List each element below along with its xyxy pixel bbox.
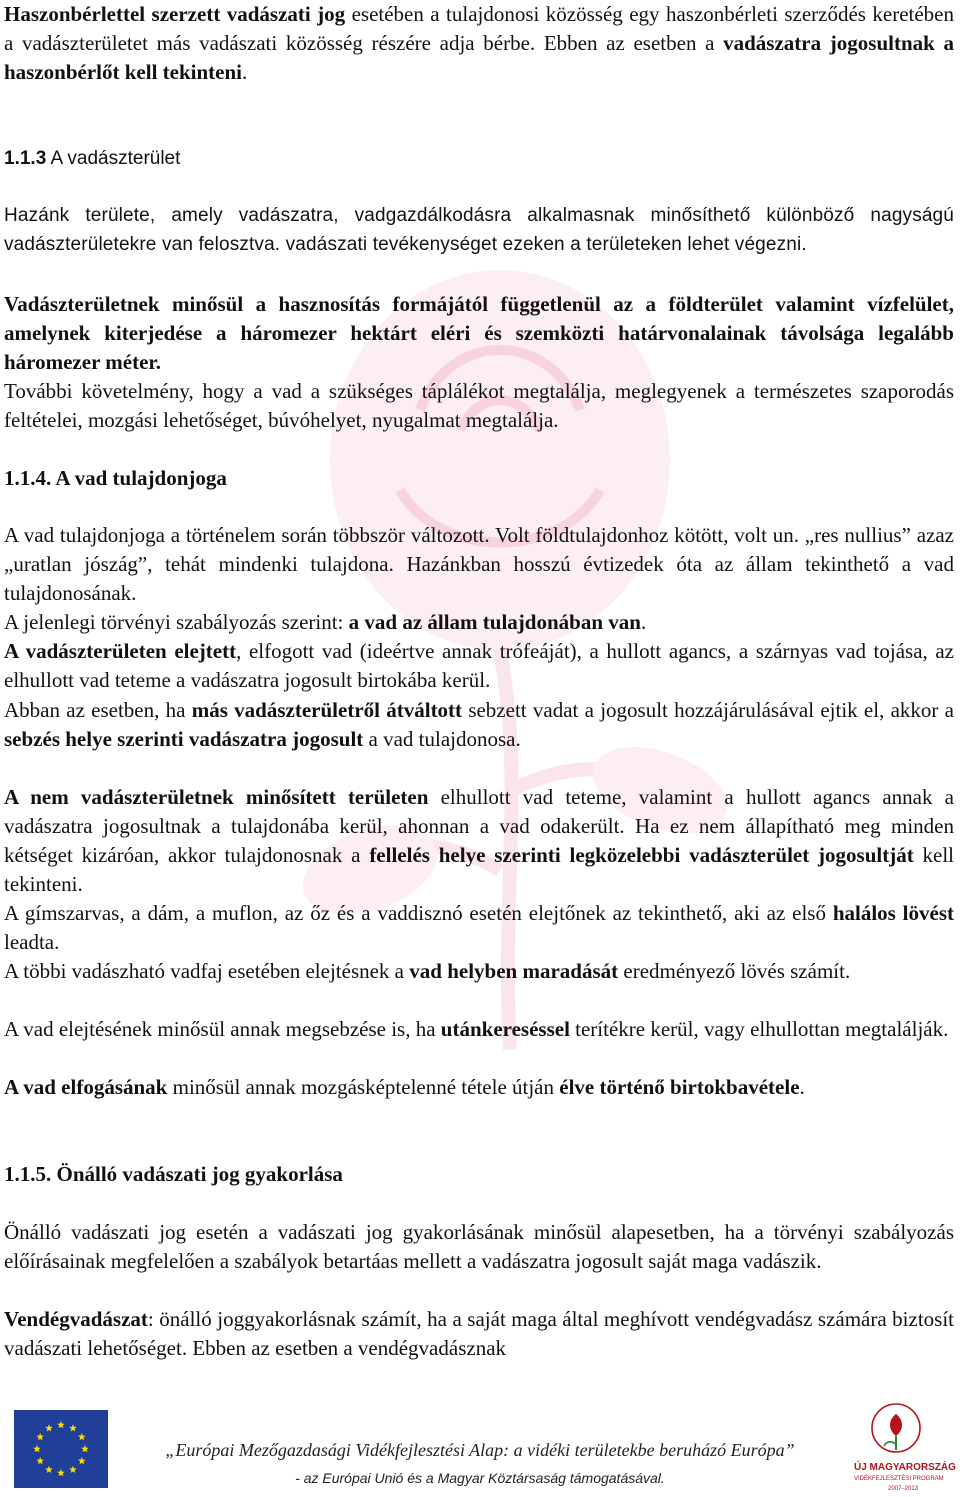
p5-c: fellelés helye szerinti legközelebbi vadászterület jogosultját bbox=[369, 843, 914, 867]
tobbi-vadfaj-paragraph bbox=[4, 957, 954, 986]
p2-end: . bbox=[640, 610, 647, 634]
heading-title: A vadászterület bbox=[46, 148, 181, 169]
intro-tail-text: . bbox=[242, 60, 248, 84]
vad-tulajdonjoga-history: A vad tulajdonjoga a történelem során többször változott. Volt földtulajdonhoz kötött, volt un. „res nullius” azaz „uratlan jószág”, tehát mindenki tulajdona. Hazánkban hosszú évtizedek óta az állam tekinthető a vad tulajdonosának. bbox=[4, 523, 954, 605]
p3-text: , elfogott vad (ideértve annak trófeáját), a hullott agancs, a szárnyas vad tojása, az elhullott vad teteme a vadászatra jogosult birtokába kerül. bbox=[4, 639, 955, 692]
jelenlegi-szabalyozas bbox=[4, 608, 954, 637]
elejto-paragraph bbox=[4, 899, 954, 957]
eu-flag-logo bbox=[14, 1410, 108, 1488]
elfogas-paragraph bbox=[4, 1073, 954, 1102]
p5-d: kell tekinteni. bbox=[4, 843, 954, 896]
p4-e: a vad tulajdonosa. bbox=[363, 727, 521, 751]
p3-bold: A vadászterületen elejtett bbox=[4, 639, 237, 663]
p7-c: eredményező lövés számít. bbox=[618, 959, 851, 983]
p4-b: más vadászterületről átváltott bbox=[191, 698, 463, 722]
vendegvadaszat-text: : önálló joggyakorlásnak számít, ha a saját maga által meghívott vendégvadász számára biztosít vadászati lehetőséget. Ebben az esetben a vendégvadásznak bbox=[4, 1307, 954, 1360]
intro-paragraph bbox=[4, 0, 954, 87]
p8-c: terítékre kerül, vagy elhullottan megtalálják. bbox=[569, 1017, 949, 1041]
uj-magyarorszag-logo bbox=[848, 1400, 958, 1497]
heading-number: 1.1.3 bbox=[4, 148, 47, 169]
page-footer bbox=[0, 1400, 960, 1497]
vadaszterulet-definition: Vadászterületnek minősül a hasznosítás formájától függetlenül az a földterület valamint vízfelület, amelynek kiterjedése a háromezer hektárt eléri és szemközti határvonalainak távolsága legalább háromezer méter. bbox=[4, 292, 954, 374]
p9-b: minősül annak mozgásképtelenné tétele útján bbox=[167, 1075, 560, 1099]
p8-a: A vad elejtésének minősül annak megsebzése is, ha bbox=[4, 1017, 441, 1041]
footer-support-text: - az Európai Unió és a Magyar Köztársaság támogatásával. bbox=[295, 1470, 665, 1486]
p2-text: A jelenlegi törvényi szabályozás szerint: bbox=[4, 610, 349, 634]
onallo-vadaszati-jog-paragraph: Önálló vadászati jog esetén a vadászati jog gyakorlásának minősül alapesetben, ha a törvényi szabályozás előírásainak megfelelően a szabályok betartáas mellett a vadászatra jogosult saját maga vadászik. bbox=[4, 1220, 954, 1273]
megsebzes-paragraph bbox=[4, 1015, 954, 1044]
p7-b: vad helyben maradását bbox=[409, 959, 619, 983]
nem-vadaszterulet-paragraph bbox=[4, 783, 954, 899]
logo-subtitle: VIDÉKFEJLESZTÉSI PROGRAM bbox=[854, 1476, 944, 1482]
intro-lead-bold: Haszonbérlettel szerzett vadászati jog bbox=[4, 2, 346, 26]
p9-a: A vad elfogásának bbox=[4, 1075, 168, 1099]
intro-tail-bold: vadászatra jogosultnak a haszonbérlőt kell tekinteni bbox=[4, 31, 954, 84]
section-heading-114: 1.1.4. A vad tulajdonjoga bbox=[4, 466, 227, 490]
p4-d: sebzés helye szerinti vadászatra jogosult bbox=[4, 727, 364, 751]
p2-bold: a vad az állam tulajdonában van bbox=[348, 610, 641, 634]
p9-d: . bbox=[799, 1075, 805, 1099]
p5-a: A nem vadászterületnek minősített területen bbox=[4, 785, 429, 809]
footer-fund-text: „Európai Mezőgazdasági Vidékfejlesztési Alap: a vidéki területekbe beruházó Európa” bbox=[165, 1440, 795, 1460]
p9-c: élve történő birtokbavétele bbox=[559, 1075, 800, 1099]
section-heading-115: 1.1.5. Önálló vadászati jog gyakorlása bbox=[4, 1162, 343, 1186]
p4-c: sebzett vadat a jogosult hozzájárulásával ejtik el, akkor a bbox=[462, 698, 955, 722]
intro-lead-text: esetében a tulajdonosi közösség egy haszonbérleti szerződés keretében a vadászterületet más vadászati közösség részére adja bérbe. Ebben az esetben a bbox=[4, 2, 954, 55]
p6-a: A gímszarvas, a dám, a muflon, az őz és a vaddisznó esetén elejtőnek az tekinthető, aki az első bbox=[4, 901, 833, 925]
logo-years: 2007–2013 bbox=[888, 1486, 919, 1492]
p4-a: Abban az esetben, ha bbox=[4, 698, 192, 722]
vadaszterulet-paragraph-1: Hazánk területe, amely vadászatra, vadgazdálkodásra alkalmasnak minősíthető különböző nagyságú vadászterületekre van felosztva. vadászati tevékenységet ezeken a területeken lehet végezni. bbox=[4, 205, 954, 255]
atvaltott-vad-paragraph bbox=[4, 696, 954, 754]
p8-b: utánkereséssel bbox=[440, 1017, 570, 1041]
p6-c: leadta. bbox=[4, 930, 60, 954]
p7-a: A többi vadászható vadfaj esetében elejtésnek a bbox=[4, 959, 410, 983]
vendegvadaszat-paragraph bbox=[4, 1305, 954, 1363]
section-heading-113 bbox=[4, 144, 180, 173]
p5-b: elhullott vad teteme, valamint a hullott agancs annak a vadászatra jogosultnak a tulajdonába kerül, ahonnan a vad odakerült. Ha ez nem állapítható meg minden kétséget kizáróan, akkor tulajdonosnak a bbox=[4, 785, 954, 867]
vadaszterulet-requirements: További követelmény, hogy a vad a szükséges táplálékot megtalálja, meglegyenek a természetes szaporodás feltételei, mozgási lehetőséget, búvóhelyet, nyugalmat megtalálja. bbox=[4, 379, 954, 432]
vendegvadaszat-term: Vendégvadászat bbox=[4, 1307, 148, 1331]
logo-title: ÚJ MAGYARORSZÁG bbox=[854, 1462, 956, 1473]
p6-b: halálos lövést bbox=[832, 901, 955, 925]
elejtett-vad-paragraph bbox=[4, 637, 954, 695]
